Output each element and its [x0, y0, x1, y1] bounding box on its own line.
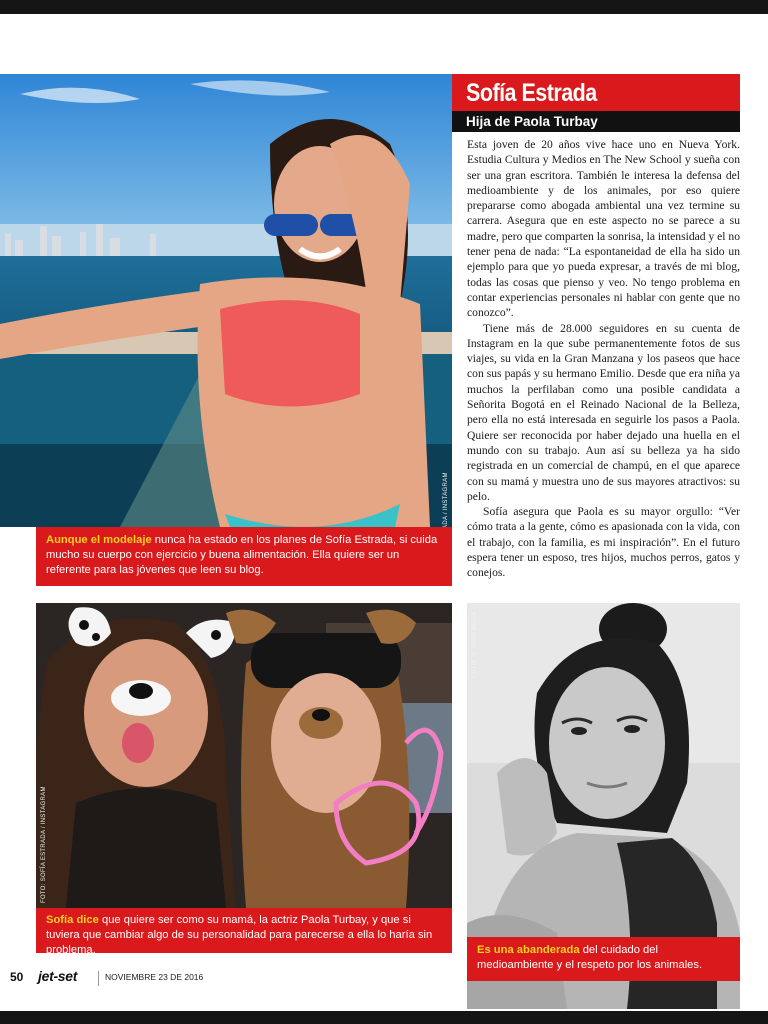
- top-edge-bar: [0, 0, 768, 14]
- footer-divider: [98, 971, 99, 986]
- caption-lead: Es una abanderada: [477, 944, 580, 956]
- article-title: [452, 74, 740, 111]
- article-title-text: Sofía Estrada: [466, 79, 597, 107]
- beach-photo-illustration: [0, 74, 452, 527]
- caption-text: del cuidado del medioambiente y el respeto por los animales.: [477, 944, 703, 971]
- photo-caption: [36, 908, 452, 956]
- article-paragraph: Esta joven de 20 años vive hace uno en Nueva York. Estudia Cultura y Medios en The New School y sueña con ser una gran escritora. También le interesa la defensa del medioambiente y de los animales, por eso quiere prepararse como abogada ambiental una vez termine su carrera. Asegura que en este aspecto no se parece a su madre, pero que comparten la sonrisa, la intensidad y el no tener pena de nada: “La espontaneidad de ella ha sido un ejemplo para que yo pueda expresar, a través de mi blog, todas las cosas que pienso y veo. No tengo problema en contar experiencias personales ni hablar con gente que no conozco”.: [467, 138, 741, 320]
- page-footer: [10, 970, 210, 988]
- photo-caption: [36, 527, 452, 586]
- selfie-photo-illustration: [36, 603, 452, 908]
- caption-text: que quiere ser como su mamá, la actriz Paola Turbay, y que si tuviera que cambiar algo de su personalidad para parecerse a ella lo haría sin problema.: [46, 914, 433, 956]
- caption-lead: Aunque el modelaje: [46, 534, 152, 546]
- page-number: 50: [10, 970, 24, 984]
- article-paragraph: Sofía asegura que Paola es su mayor orgullo: “Ver cómo trata a la gente, cómo es apasionada con la vida, con el trabajo, con la familia, es mi inspiración”. En el futuro espera tener un esposo, tres hijos, muchos perros, gatos y conejos.: [467, 505, 740, 580]
- issue-date: NOVIEMBRE 23 DE 2016: [105, 972, 204, 982]
- caption-lead: Sofía dice: [46, 914, 99, 926]
- article-body: [467, 137, 740, 593]
- photo-credit: FOTO: SOFÍA ESTRADA / INSTAGRAM: [41, 786, 47, 903]
- magazine-logo: jet-set: [38, 968, 78, 984]
- photo-credit: FOTO: © JUAN MORA: [472, 611, 478, 678]
- article-paragraph: Tiene más de 28.000 seguidores en su cuenta de Instagram en la que sube permanentemente fotos de sus viajes, su vida en la Gran Manzana y los paseos que hace con sus papás y su hermano Emilio. Desde que era niña ya muchos la perfilaban como una posible candidata a Señorita Bogotá en el Reinado Nacional de la Belleza, pero ella no está interesada en seguirle los pasos a Paola. Quiere ser reconocida por haber dejado una huella en el mundo con su trabajo. Aun así su belleza ya ha sido registrada en un comercial de champú, en el que aparece con su mamá y muestra uno de sus mayores atractivos: su pelo.: [467, 321, 740, 503]
- photo-caption: [467, 937, 740, 981]
- caption-text: nunca ha estado en los planes de Sofía Estrada, si cuida mucho su cuerpo con ejercicio y buena alimentación. Ella quiere ser un referente para las jóvenes que leen su blog.: [46, 534, 438, 576]
- selfie-photo: [36, 603, 452, 908]
- article-subtitle: Hija de Paola Turbay: [452, 111, 740, 132]
- beach-photo: [0, 74, 452, 527]
- bottom-edge-bar: [0, 1011, 768, 1024]
